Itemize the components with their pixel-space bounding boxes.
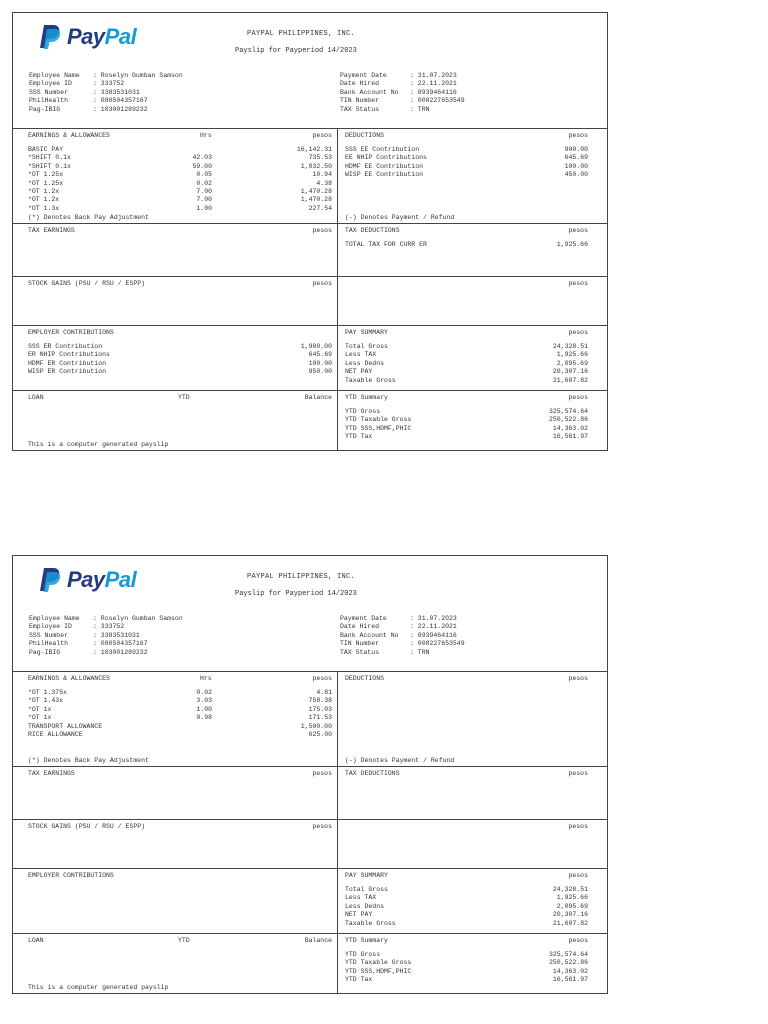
loan-title: LOAN <box>28 394 44 401</box>
line-item-name: WISP ER Contribution <box>28 368 107 376</box>
employee-row <box>29 106 183 114</box>
ytd-summary-section <box>337 933 607 993</box>
company-name: PAYPAL PHILIPPINES, INC. <box>247 30 356 38</box>
line-item-hours: 7.00 <box>196 187 212 195</box>
tax-earnings-unit: pesos <box>312 770 332 777</box>
line-item-amount: 450.00 <box>564 171 588 179</box>
employer-contributions-section <box>13 325 337 390</box>
employee-label: Employee ID <box>29 623 72 631</box>
logo-text-pal: Pal <box>104 567 137 592</box>
logo-text-pay: Pay <box>67 24 105 49</box>
payment-label: Bank Account No <box>340 631 399 639</box>
line-item-amount: 1,900.00 <box>300 343 332 350</box>
payment-label: Bank Account No <box>340 88 399 96</box>
employee-value: : 103001289232 <box>93 648 148 656</box>
line-item-hours: 1.00 <box>196 705 212 713</box>
line-item-name: Less Dedns <box>345 902 385 910</box>
computer-generated-note: This is a computer generated payslip <box>28 984 169 991</box>
line-item <box>28 171 332 179</box>
employee-value: : 333752 <box>93 623 125 631</box>
payment-value: : 31.07.2023 <box>410 72 457 79</box>
line-item-name: YTD SSS,HDMF,PHIC <box>345 424 412 432</box>
stock-gains-right-unit: pesos <box>568 280 588 287</box>
line-item <box>345 968 588 976</box>
earnings-unit: pesos <box>312 132 332 139</box>
employee-label: Pag-IBIG <box>29 105 61 113</box>
deductions-section <box>337 128 607 223</box>
logo-text-pay: Pay <box>67 567 105 592</box>
loan-section <box>13 390 337 450</box>
line-item-amount: 735.53 <box>308 154 332 162</box>
line-item-name: YTD Tax <box>345 976 373 984</box>
pay-summary-title: PAY SUMMARY <box>345 872 388 879</box>
payment-value: : 22.11.2021 <box>410 623 457 631</box>
ytd-summary-section <box>337 390 607 450</box>
payment-label: Payment Date <box>340 615 387 622</box>
hours-header: Hrs <box>200 132 212 139</box>
line-item <box>28 196 332 204</box>
line-item-hours: 42.03 <box>192 154 212 162</box>
line-item-amount: 10.94 <box>312 171 332 179</box>
line-item <box>345 920 588 928</box>
line-item-name: SSS ER Contribution <box>28 343 103 350</box>
line-item-amount: 24,328.51 <box>552 343 588 350</box>
back-pay-note: (*) Denotes Back Pay Adjustment <box>28 214 149 221</box>
paypal-logo <box>39 23 136 51</box>
ytd-summary-unit: pesos <box>568 937 588 944</box>
payment-row <box>340 623 465 631</box>
paypal-logo-icon <box>39 567 61 593</box>
line-item-name: EE NHIP Contributions <box>345 154 427 162</box>
employee-row <box>29 649 183 657</box>
line-item-amount: 325,574.64 <box>548 951 588 958</box>
line-item <box>345 171 588 179</box>
line-item <box>345 886 588 894</box>
employee-value: : Roselyn Gumban Samson <box>93 615 183 622</box>
line-item-name: *SHIFT 0.1x <box>28 154 71 162</box>
earnings-title: EARNINGS & ALLOWANCES <box>28 675 110 682</box>
tax-earnings-title: TAX EARNINGS <box>28 227 75 234</box>
employee-label: Pag-IBIG <box>29 648 61 656</box>
line-item-amount: 1,470.28 <box>300 187 332 195</box>
line-item-name: TRANSPORT ALLOWANCE <box>28 722 103 730</box>
employer-contributions-list <box>28 343 332 377</box>
line-item <box>28 706 332 714</box>
payment-label: TIN Number <box>340 640 380 648</box>
payment-row <box>340 80 465 88</box>
line-item-name: *OT 1.25x <box>28 171 64 179</box>
line-item <box>345 154 588 162</box>
line-item-amount: 171.53 <box>308 714 332 722</box>
line-item-amount: 14,363.02 <box>552 967 588 975</box>
line-item <box>28 154 332 162</box>
line-item <box>28 731 332 739</box>
pay-summary-list <box>345 343 588 385</box>
employee-value: : 103001289232 <box>93 105 148 113</box>
payment-label: TIN Number <box>340 97 380 105</box>
employee-row <box>29 89 183 97</box>
line-item-amount: 21,607.82 <box>552 919 588 927</box>
tax-deductions-section <box>337 766 607 819</box>
ytd-summary-unit: pesos <box>568 394 588 401</box>
payslip-period: Payslip for Payperiod 14/2023 <box>235 590 357 598</box>
earnings-list <box>28 689 332 739</box>
line-item-amount: 1,500.00 <box>300 722 332 730</box>
ytd-summary-list <box>345 408 588 442</box>
line-item-amount: 1,032.50 <box>300 162 332 170</box>
refund-note: (-) Denotes Payment / Refund <box>345 757 455 764</box>
line-item-amount: 1,925.66 <box>556 894 588 902</box>
deductions-section <box>337 671 607 766</box>
line-item-name: *OT 1x <box>28 705 52 713</box>
line-item <box>28 205 332 213</box>
line-item-amount: 950.00 <box>308 368 332 376</box>
line-item-name: RICE ALLOWANCE <box>28 730 83 738</box>
stock-gains-unit: pesos <box>312 823 332 830</box>
pay-summary-unit: pesos <box>568 329 588 336</box>
refund-note: (-) Denotes Payment / Refund <box>345 214 455 221</box>
loan-ytd-header: YTD <box>178 937 190 944</box>
line-item-amount: 16,561.97 <box>552 433 588 441</box>
line-item-amount: 21,607.82 <box>552 376 588 384</box>
payslip-header <box>13 13 607 128</box>
line-item-amount: 645.69 <box>564 154 588 162</box>
hours-header: Hrs <box>200 675 212 682</box>
line-item-hours: 0.02 <box>196 689 212 696</box>
line-item-name: HDMF EE Contribution <box>345 162 424 170</box>
pay-summary-section <box>337 325 607 390</box>
line-item-amount: 4.38 <box>316 179 332 187</box>
payment-label: TAX Status <box>340 648 380 656</box>
line-item-name: NET PAY <box>345 911 373 919</box>
line-item <box>28 351 332 359</box>
line-item-amount: 175.03 <box>308 705 332 713</box>
line-item <box>28 723 332 731</box>
employee-label: Employee ID <box>29 80 72 88</box>
line-item <box>345 408 588 416</box>
line-item-hours: 0.02 <box>196 179 212 187</box>
employee-value: : 3383531031 <box>93 88 140 96</box>
line-item <box>28 360 332 368</box>
employee-value: : 333752 <box>93 80 125 88</box>
computer-generated-note: This is a computer generated payslip <box>28 441 169 448</box>
line-item-name: YTD Gross <box>345 951 381 958</box>
stock-gains-right-unit: pesos <box>568 823 588 830</box>
payment-label: TAX Status <box>340 105 380 113</box>
line-item-hours: 0.05 <box>196 171 212 179</box>
line-item <box>28 689 332 697</box>
line-item <box>345 241 588 249</box>
line-item-name: Taxable Gross <box>345 376 396 384</box>
logo-text-pal: Pal <box>104 24 137 49</box>
line-item <box>28 714 332 722</box>
earnings-list <box>28 146 332 213</box>
stock-gains-right-section <box>337 276 607 325</box>
payment-value: : 000227653549 <box>410 97 465 105</box>
employee-row <box>29 632 183 640</box>
line-item-name: *OT 1.25x <box>28 179 64 187</box>
payslip-period: Payslip for Payperiod 14/2023 <box>235 47 357 55</box>
earnings-section <box>13 128 337 223</box>
payment-value: : 22.11.2021 <box>410 80 457 88</box>
line-item-name: YTD Taxable Gross <box>345 959 412 967</box>
paypal-logo-icon <box>39 24 61 50</box>
tax-deductions-unit: pesos <box>568 770 588 777</box>
line-item <box>345 894 588 902</box>
payment-row <box>340 89 465 97</box>
line-item <box>28 368 332 376</box>
loan-title: LOAN <box>28 937 44 944</box>
ytd-summary-title: YTD Summary <box>345 394 388 401</box>
line-item-amount: 1,925.66 <box>556 241 588 248</box>
line-item-hours: 1.00 <box>196 204 212 212</box>
line-item-name: Total Gross <box>345 343 388 350</box>
employee-info <box>29 615 183 657</box>
employee-label: Employee Name <box>29 72 80 79</box>
line-item-amount: 900.00 <box>564 146 588 153</box>
line-item-name: *OT 1.2x <box>28 196 60 204</box>
payment-value: : TRN <box>410 105 430 113</box>
line-item-name: *OT 1.43x <box>28 697 64 705</box>
payslip-2 <box>12 555 608 994</box>
line-item <box>28 343 332 351</box>
line-item <box>345 351 588 359</box>
payment-value: : 8939464116 <box>410 88 457 96</box>
line-item-name: HDMF ER Contribution <box>28 359 107 367</box>
employee-row <box>29 640 183 648</box>
employee-value: : 080504357167 <box>93 640 148 648</box>
line-item <box>345 146 588 154</box>
line-item-hours: 59.00 <box>192 162 212 170</box>
stock-gains-right-section <box>337 819 607 868</box>
line-item-hours: 7.00 <box>196 196 212 204</box>
employee-label: Employee Name <box>29 615 80 622</box>
payment-info <box>340 72 465 114</box>
pay-summary-list <box>345 886 588 928</box>
loan-balance-header: Balance <box>304 937 332 944</box>
employee-value: : Roselyn Gumban Samson <box>93 72 183 79</box>
line-item-name: WISP EE Contribution <box>345 171 424 179</box>
line-item-name: *OT 1.3x <box>28 204 60 212</box>
line-item-amount: 250,522.86 <box>548 416 588 424</box>
line-item-amount: 758.38 <box>308 697 332 705</box>
employee-value: : 080504357167 <box>93 97 148 105</box>
deductions-list <box>345 146 588 180</box>
payment-value: : 8939464116 <box>410 631 457 639</box>
payment-row <box>340 615 465 623</box>
payment-label: Date Hired <box>340 80 380 88</box>
line-item-hours: 0.98 <box>196 714 212 722</box>
tax-deductions-section <box>337 223 607 276</box>
line-item-name: YTD Tax <box>345 433 373 441</box>
payment-row <box>340 632 465 640</box>
earnings-title: EARNINGS & ALLOWANCES <box>28 132 110 139</box>
payment-label: Date Hired <box>340 623 380 631</box>
payment-row <box>340 106 465 114</box>
earnings-section <box>13 671 337 766</box>
line-item-name: YTD Gross <box>345 408 381 415</box>
stock-gains-section <box>13 276 337 325</box>
payment-row <box>340 72 465 80</box>
payment-value: : 31.07.2023 <box>410 615 457 622</box>
line-item-name: *OT 1.2x <box>28 187 60 195</box>
deductions-unit: pesos <box>568 675 588 682</box>
line-item-amount: 2,095.69 <box>556 902 588 910</box>
line-item-name: Total Gross <box>345 886 388 893</box>
tax-deductions-list <box>345 241 588 249</box>
employee-label: SSS Number <box>29 631 69 639</box>
employer-contributions-section <box>13 868 337 933</box>
stock-gains-section <box>13 819 337 868</box>
line-item-name: Taxable Gross <box>345 919 396 927</box>
line-item-hours: 3.03 <box>196 697 212 705</box>
line-item-amount: 2,095.69 <box>556 359 588 367</box>
line-item <box>28 163 332 171</box>
employee-label: SSS Number <box>29 88 69 96</box>
line-item-amount: 16,561.97 <box>552 976 588 984</box>
line-item <box>345 377 588 385</box>
line-item-name: ER NHIP Contributions <box>28 351 110 359</box>
line-item <box>345 368 588 376</box>
tax-earnings-section <box>13 766 337 819</box>
payment-row <box>340 640 465 648</box>
deductions-title: DEDUCTIONS <box>345 675 385 682</box>
line-item <box>345 343 588 351</box>
ytd-summary-title: YTD Summary <box>345 937 388 944</box>
employee-value: : 3383531031 <box>93 631 140 639</box>
employer-contributions-title: EMPLOYER CONTRIBUTIONS <box>28 329 114 336</box>
line-item-name: *OT 1.375x <box>28 689 68 696</box>
line-item-amount: 20,307.16 <box>552 368 588 376</box>
line-item <box>345 416 588 424</box>
employer-contributions-title: EMPLOYER CONTRIBUTIONS <box>28 872 114 879</box>
line-item-amount: 325,574.64 <box>548 408 588 415</box>
line-item <box>345 425 588 433</box>
line-item <box>345 903 588 911</box>
payslip-1 <box>12 12 608 451</box>
deductions-title: DEDUCTIONS <box>345 132 385 139</box>
line-item <box>28 180 332 188</box>
line-item-amount: 100.00 <box>308 359 332 367</box>
earnings-unit: pesos <box>312 675 332 682</box>
line-item-name: Less Dedns <box>345 359 385 367</box>
line-item-name: SSS EE Contribution <box>345 146 420 153</box>
line-item-amount: 1,470.28 <box>300 196 332 204</box>
line-item-amount: 645.69 <box>308 351 332 359</box>
line-item-amount: 227.54 <box>308 204 332 212</box>
line-item-name: NET PAY <box>345 368 373 376</box>
line-item <box>345 433 588 441</box>
payment-value: : 000227653549 <box>410 640 465 648</box>
line-item-name: TOTAL TAX FOR CURR ER <box>345 241 427 248</box>
line-item-amount: 100.00 <box>564 162 588 170</box>
ytd-summary-list <box>345 951 588 985</box>
employee-row <box>29 97 183 105</box>
line-item-amount: 14,363.02 <box>552 424 588 432</box>
line-item <box>345 976 588 984</box>
line-item-amount: 16,142.31 <box>296 146 332 153</box>
loan-section <box>13 933 337 993</box>
line-item-amount: 20,307.16 <box>552 911 588 919</box>
tax-deductions-unit: pesos <box>568 227 588 234</box>
line-item <box>345 360 588 368</box>
tax-earnings-section <box>13 223 337 276</box>
employee-row <box>29 615 183 623</box>
back-pay-note: (*) Denotes Back Pay Adjustment <box>28 757 149 764</box>
deductions-unit: pesos <box>568 132 588 139</box>
line-item-name: BASIC PAY <box>28 146 64 153</box>
company-name: PAYPAL PHILIPPINES, INC. <box>247 573 356 581</box>
paypal-logo <box>39 566 136 594</box>
pay-summary-section <box>337 868 607 933</box>
stock-gains-title: STOCK GAINS (PSU / RSU / ESPP) <box>28 280 146 287</box>
employee-row <box>29 72 183 80</box>
line-item-amount: 625.00 <box>308 730 332 738</box>
line-item-amount: 250,522.86 <box>548 959 588 967</box>
line-item-name: *SHIFT 0.1x <box>28 162 71 170</box>
pay-summary-title: PAY SUMMARY <box>345 329 388 336</box>
line-item <box>345 951 588 959</box>
payment-label: Payment Date <box>340 72 387 79</box>
line-item-name: YTD Taxable Gross <box>345 416 412 424</box>
tax-earnings-unit: pesos <box>312 227 332 234</box>
stock-gains-title: STOCK GAINS (PSU / RSU / ESPP) <box>28 823 146 830</box>
payment-info <box>340 615 465 657</box>
payment-value: : TRN <box>410 648 430 656</box>
employee-label: PhilHealth <box>29 640 69 648</box>
line-item-name: *OT 1x <box>28 714 52 722</box>
line-item-name: YTD SSS,HDMF,PHIC <box>345 967 412 975</box>
employee-info <box>29 72 183 114</box>
employee-label: PhilHealth <box>29 97 69 105</box>
payment-row <box>340 97 465 105</box>
employee-row <box>29 80 183 88</box>
line-item-amount: 4.81 <box>316 689 332 696</box>
line-item-amount: 24,328.51 <box>552 886 588 893</box>
tax-deductions-title: TAX DEDUCTIONS <box>345 227 400 234</box>
line-item <box>345 959 588 967</box>
loan-ytd-header: YTD <box>178 394 190 401</box>
payslip-header <box>13 556 607 671</box>
line-item <box>345 163 588 171</box>
payment-row <box>340 649 465 657</box>
line-item <box>345 911 588 919</box>
pay-summary-unit: pesos <box>568 872 588 879</box>
line-item-name: Less TAX <box>345 894 377 902</box>
line-item <box>28 188 332 196</box>
tax-deductions-title: TAX DEDUCTIONS <box>345 770 400 777</box>
employee-row <box>29 623 183 631</box>
line-item <box>28 697 332 705</box>
tax-earnings-title: TAX EARNINGS <box>28 770 75 777</box>
line-item-amount: 1,925.66 <box>556 351 588 359</box>
line-item-name: Less TAX <box>345 351 377 359</box>
loan-balance-header: Balance <box>304 394 332 401</box>
line-item <box>28 146 332 154</box>
stock-gains-unit: pesos <box>312 280 332 287</box>
